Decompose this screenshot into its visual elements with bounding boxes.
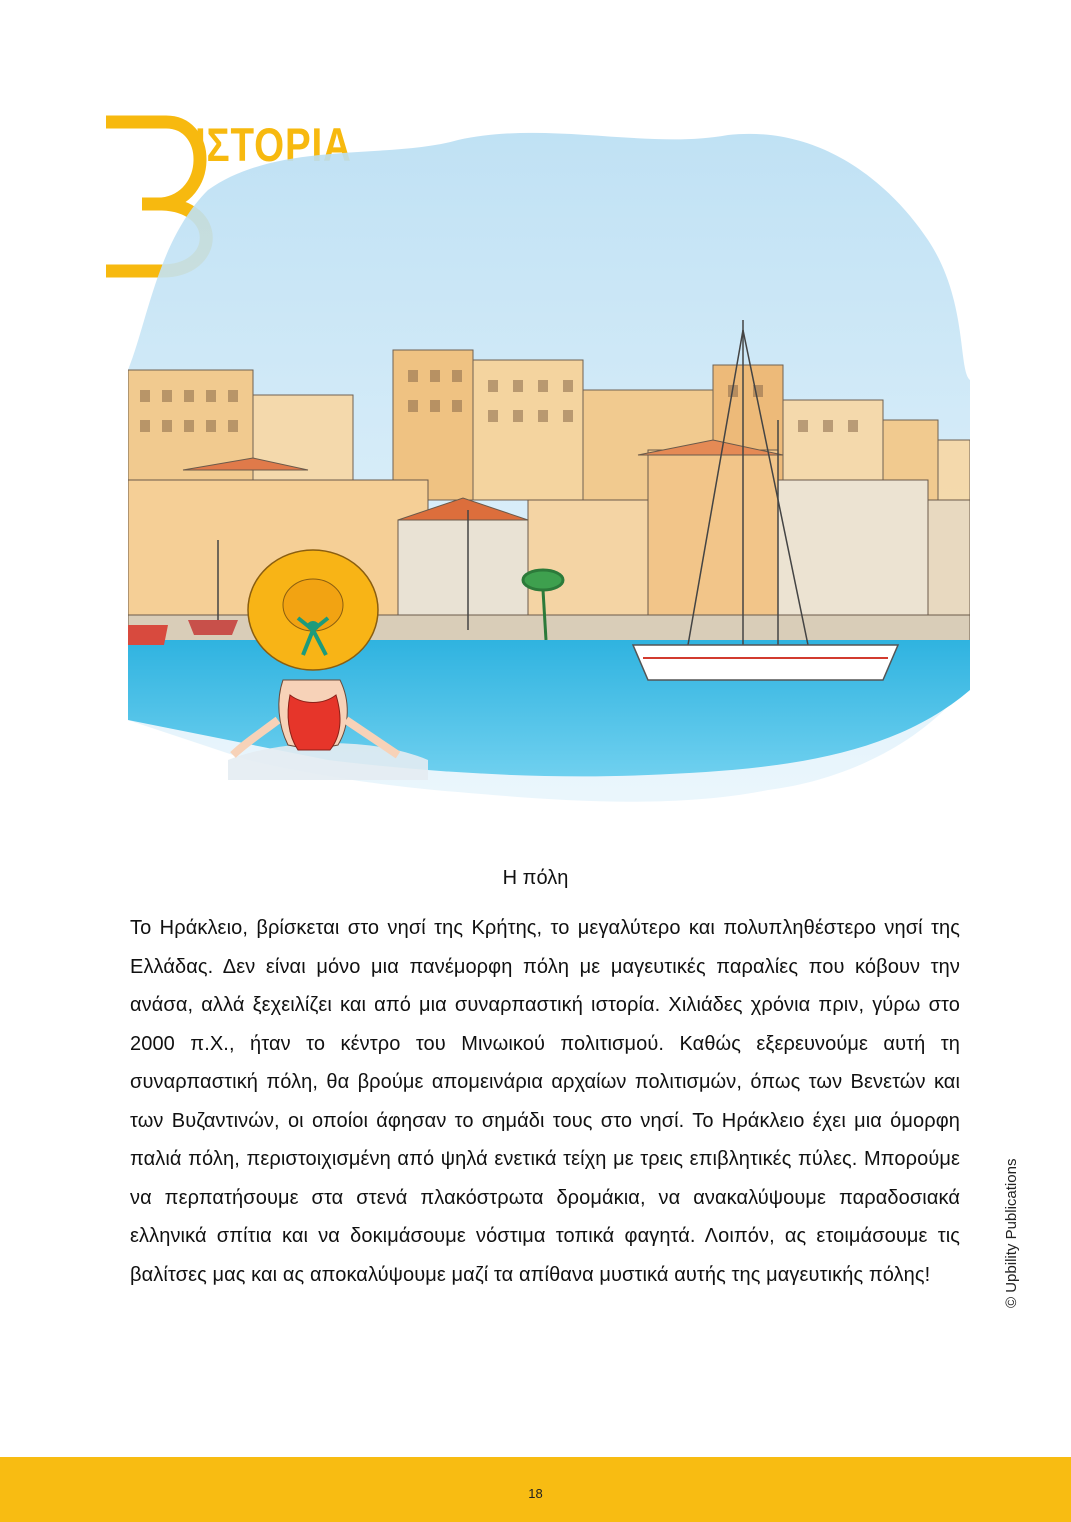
page-number: 18	[528, 1486, 543, 1501]
harbor-illustration	[128, 120, 970, 820]
body-paragraph: Το Ηράκλειο, βρίσκεται στο νησί της Κρήτης, το μεγαλύτερο και πολυπληθέστερο νησί της Ελλάδας. Δεν είναι μόνο μια πανέμορφη πόλη με μαγευτικές παραλίες που κόβουν την ανάσα, αλλά ξεχειλίζει και από μια συναρπαστική ιστορία. Χιλιάδες χρόνια πριν, γύρω στο 2000 π.Χ., ήταν το κέντρο του Μινωικού πολιτισμού. Καθώς εξερευνούμε αυτή τη συναρπαστική πόλη, θα βρούμε απομεινάρια αρχαίων πολιτισμών, όπως των Βενετών και των Βυζαντινών, οι οποίοι άφησαν το σημάδι τους στο νησί. Το Ηράκλειο έχει μια όμορφη παλιά πόλη, περιστοιχισμένη από ψηλά ενετικά τείχη με τρεις επιβλητικές πύλες. Μπορούμε να περπατήσουμε στα στενά πλακόστρωτα δρομάκια, να ανακαλύψουμε παραδοσιακά ελληνικά σπίτια και να δοκιμάσουμε νόστιμα τοπικά φαγητά. Λοιπόν, ας ετοιμάσουμε τις βαλίτσες μας και ας αποκαλύψουμε μαζί τα απίθανα μυστικά αυτής της μαγευτικής πόλης!	[130, 917, 960, 1286]
copyright-notice: © Upbility Publications	[1003, 1158, 1020, 1308]
page-title: ΙΣΤΟΡΙΑ	[195, 118, 352, 171]
section-subtitle: Η πόλη	[502, 867, 569, 889]
